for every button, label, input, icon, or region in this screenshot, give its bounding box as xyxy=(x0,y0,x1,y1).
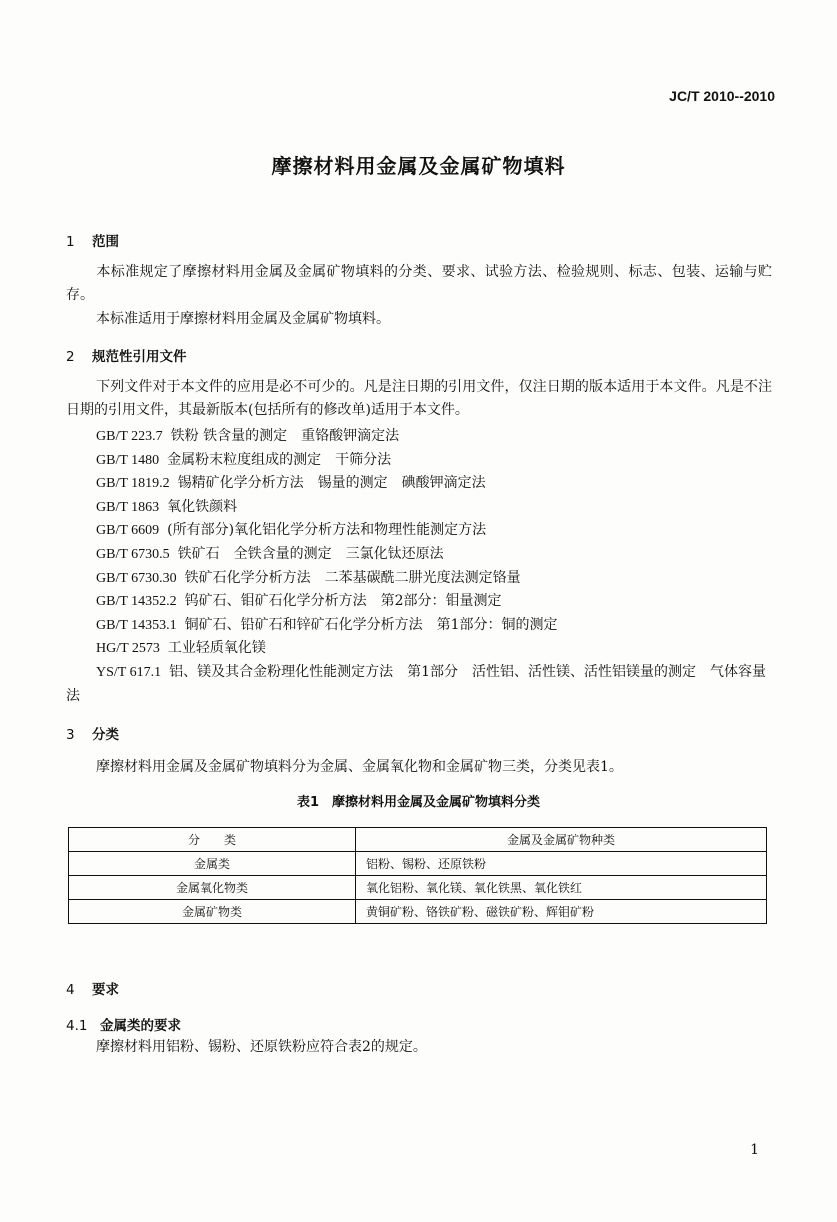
reference-item: GB/T 6730.5 铁矿石 全铁含量的测定 三氯化钛还原法 xyxy=(96,545,444,562)
table-cell: 铝粉、锡粉、还原铁粉 xyxy=(356,852,767,876)
section-4-heading xyxy=(66,978,119,998)
subsection-number: 4.1 xyxy=(66,1018,88,1034)
section-3-heading xyxy=(66,723,119,743)
table-cell: 氧化铝粉、氧化镁、氧化铁黑、氧化铁红 xyxy=(356,876,767,900)
reference-item: GB/T 1863 氧化铁颜料 xyxy=(96,498,238,515)
reference-item: GB/T 6730.30 铁矿石化学分析方法 二苯基碳酰二肼光度法测定铬量 xyxy=(96,569,521,586)
table-cell: 金属矿物类 xyxy=(69,900,356,924)
table-row xyxy=(69,876,767,900)
table-caption: 表1 摩擦材料用金属及金属矿物填料分类 xyxy=(296,795,541,810)
section-1-paragraph-1: 本标准规定了摩擦材料用金属及金属矿物填料的分类、要求、试验方法、检验规则、标志、包装、运输与贮存。 xyxy=(66,264,772,303)
table-cell: 金属氧化物类 xyxy=(69,876,356,900)
reference-item: GB/T 1480 金属粉末粒度组成的测定 干筛分法 xyxy=(96,451,392,468)
table-cell: 金属类 xyxy=(69,852,356,876)
section-title: 范围 xyxy=(92,234,119,250)
subsection-title: 金属类的要求 xyxy=(100,1018,181,1034)
section-title: 要求 xyxy=(92,982,119,998)
section-title: 分类 xyxy=(92,727,119,743)
table-header-cell: 分 类 xyxy=(69,828,356,852)
section-1-paragraph-2: 本标准适用于摩擦材料用金属及金属矿物填料。 xyxy=(96,311,390,327)
reference-item: GB/T 6609 (所有部分)氧化铝化学分析方法和物理性能测定方法 xyxy=(96,522,487,539)
subsection-4-1-heading xyxy=(66,1014,181,1034)
section-title: 规范性引用文件 xyxy=(92,349,187,365)
table-header-cell: 金属及金属矿物种类 xyxy=(356,828,767,852)
section-1-heading xyxy=(66,230,119,250)
table-row xyxy=(69,852,767,876)
reference-item: YS/T 617.1 铝、镁及其合金粉理化性能测定方法 第1部分 活性铝、活性镁、活性铝镁量的测定 气体容量法 xyxy=(66,663,766,704)
section-number: 4 xyxy=(66,982,75,998)
reference-item: GB/T 1819.2 锡精矿化学分析方法 锡量的测定 碘酸钾滴定法 xyxy=(96,475,486,492)
reference-list xyxy=(66,425,776,707)
reference-item: GB/T 14353.1 铜矿石、铅矿石和锌矿石化学分析方法 第1部分：铜的测定 xyxy=(96,616,558,633)
table-cell: 黄铜矿粉、铬铁矿粉、磁铁矿粉、辉钼矿粉 xyxy=(356,900,767,924)
section-2-heading xyxy=(66,345,187,365)
table-row xyxy=(69,900,767,924)
reference-item: GB/T 14352.2 钨矿石、钼矿石化学分析方法 第2部分：钼量测定 xyxy=(96,593,502,610)
reference-item: GB/T 223.7 铁粉 铁含量的测定 重铬酸钾滴定法 xyxy=(96,428,400,444)
page-number: 1 xyxy=(750,1142,759,1158)
section-number: 2 xyxy=(66,349,75,365)
table-header-row xyxy=(69,828,767,852)
classification-table xyxy=(68,827,767,924)
section-number: 3 xyxy=(66,727,75,743)
section-number: 1 xyxy=(66,234,75,250)
section-2-intro: 下列文件对于本文件的应用是必不可少的。凡是注日期的引用文件，仅注日期的版本适用于本文件。凡是不注日期的引用文件，其最新版本(包括所有的修改单)适用于本文件。 xyxy=(66,379,772,418)
reference-item: HG/T 2573 工业轻质氧化镁 xyxy=(96,640,266,657)
subsection-4-1-paragraph: 摩擦材料用铝粉、锡粉、还原铁粉应符合表2的规定。 xyxy=(96,1039,427,1055)
section-3-paragraph: 摩擦材料用金属及金属矿物填料分为金属、金属氧化物和金属矿物三类，分类见表1。 xyxy=(96,759,623,775)
document-title: 摩擦材料用金属及金属矿物填料 xyxy=(271,154,566,178)
standard-code: JC/T 2010--2010 xyxy=(669,88,775,104)
